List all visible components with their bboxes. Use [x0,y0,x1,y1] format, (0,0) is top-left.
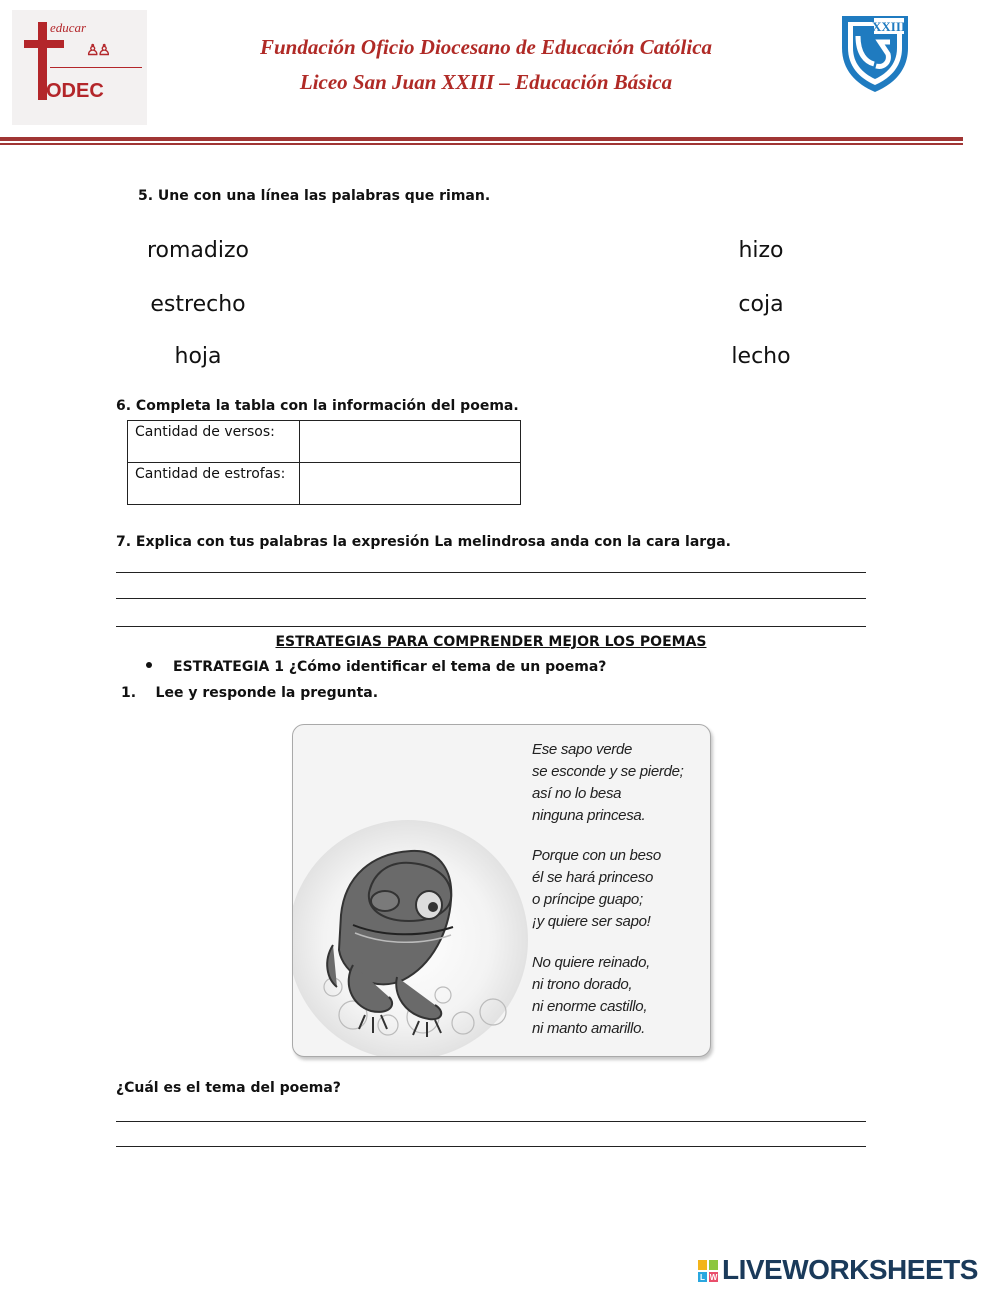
right-word[interactable]: coja [738,292,784,317]
poem-verse: se esconde y se pierde; [532,763,684,780]
poem-verse: ni trono dorado, [532,976,633,993]
header-title-line1: Fundación Oficio Diocesano de Educación Católica [259,35,713,59]
poem-verse: Ese sapo verde [532,741,633,758]
poem-verse: Porque con un beso [532,847,661,864]
answer-line[interactable] [116,598,866,599]
poem-verse: ni manto amarillo. [532,1020,645,1037]
poem-verse: No quiere reinado, [532,954,651,971]
strategies-heading: ESTRATEGIAS PARA COMPRENDER MEJOR LOS POEMAS [275,634,707,650]
liveworksheets-logo-icon [698,1260,718,1282]
table-row [128,421,521,463]
step1-instruction: 1. Lee y responde la pregunta. [121,685,379,701]
q5-prompt: 5. Une con una línea las palabras que riman. [138,188,491,204]
icon-letter: L [700,1273,705,1282]
table-row [128,463,521,505]
shield-text: XXIII [872,19,906,34]
poem-info-table [127,420,521,505]
header-rule-thin [0,143,963,145]
answer-line[interactable] [116,626,866,627]
table-label-versos: Cantidad de versos: [128,421,300,463]
table-label-estrofas: Cantidad de estrofas: [128,463,300,505]
logo-divider [50,67,142,68]
poem-verse: ninguna princesa. [532,807,646,824]
people-icon: ♙♙ [86,42,109,59]
right-word[interactable]: hizo [738,238,784,263]
answer-estrofas-cell[interactable] [300,463,521,505]
left-word[interactable]: romadizo [146,238,250,263]
answer-line[interactable] [116,1146,866,1147]
q6-prompt: 6. Completa la tabla con la información del poema. [116,398,519,414]
header-rule [0,137,963,141]
header-title-line2: Liceo San Juan XXIII – Educación Básica [299,70,673,94]
q7-prompt: 7. Explica con tus palabras la expresión La melindrosa anda con la cara larga. [116,534,731,550]
left-word[interactable]: hoja [174,344,222,369]
logo-educar-text: educar [50,20,87,35]
poem-verse: o príncipe guapo; [532,891,643,908]
poem-illustration [292,724,711,1057]
poem-verse: ¡y quiere ser sapo! [532,913,651,930]
right-word[interactable]: lecho [731,344,791,369]
liveworksheets-brand[interactable]: LIVEWORKSHEETS [722,1254,978,1285]
poem-verse: ni enorme castillo, [532,998,648,1015]
poem-verse: él se hará princeso [532,869,654,886]
bullet-icon [146,662,152,668]
poem-verse: así no lo besa [532,785,622,802]
icon-letter: W [709,1273,718,1282]
answer-line[interactable] [116,572,866,573]
theme-question: ¿Cuál es el tema del poema? [116,1080,341,1096]
answer-line[interactable] [116,1121,866,1122]
cross-icon-bar [24,40,64,48]
left-word[interactable]: estrecho [150,292,246,317]
school-shield-icon [838,14,912,94]
strategy1-title: ESTRATEGIA 1 ¿Cómo identificar el tema de un poema? [173,659,607,675]
answer-versos-cell[interactable] [300,421,521,463]
logo-odec-text: ODEC [46,80,104,102]
